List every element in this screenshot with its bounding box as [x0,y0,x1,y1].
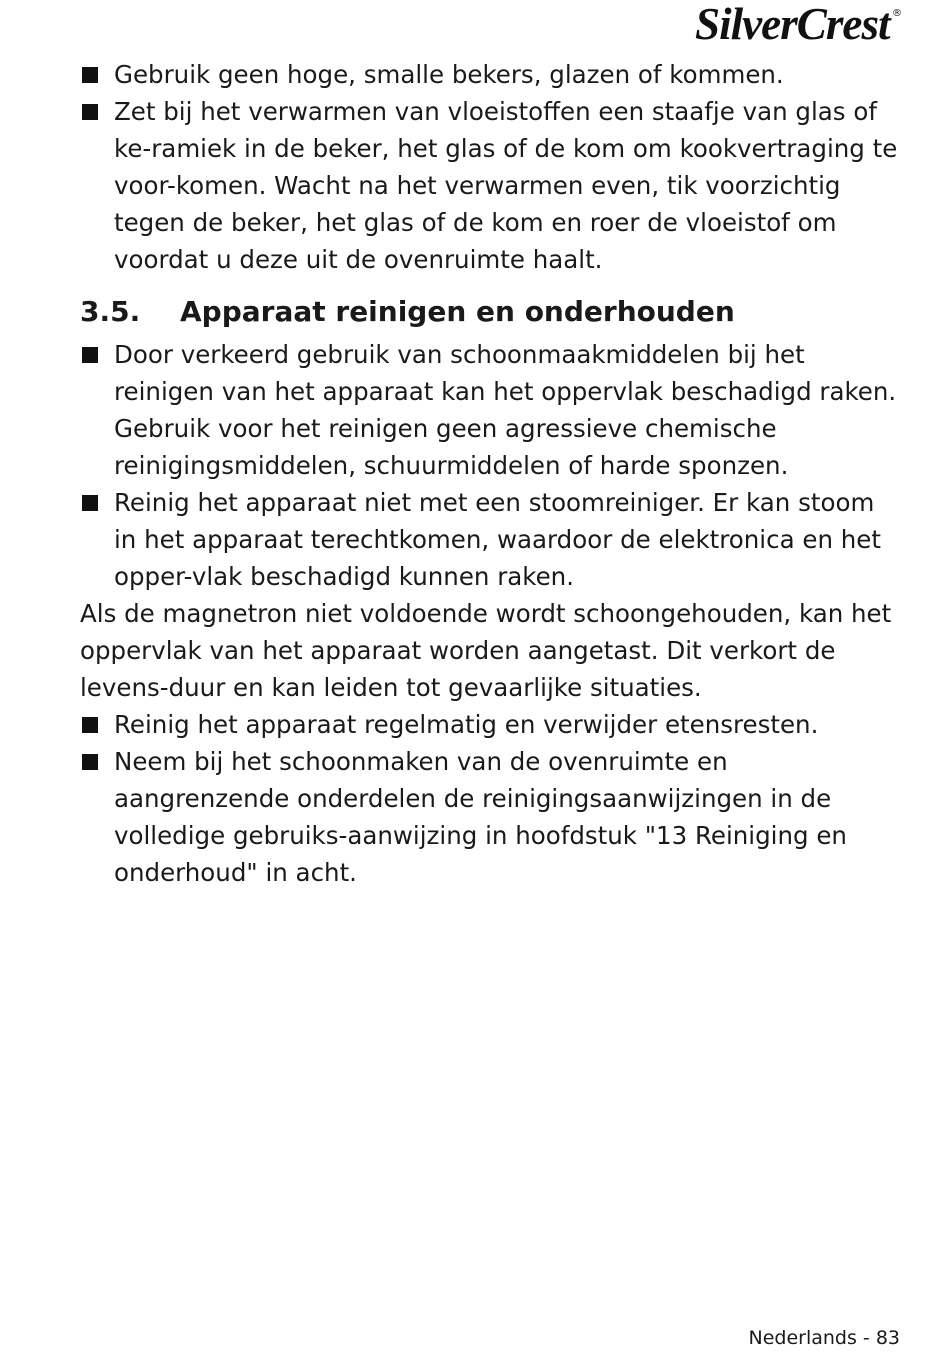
bullet-item [80,56,902,93]
square-bullet-icon [82,347,98,363]
bullet-text: Reinig het apparaat niet met een stoomreiniger. Er kan stoom in het apparaat terechtkomen, waardoor de elektronica en het opper-vlak beschadigd kunnen raken. [114,488,881,591]
brand-logo-text: SilverCrest [695,0,890,49]
square-bullet-icon [82,754,98,770]
body-paragraph: Als de magnetron niet voldoende wordt schoongehouden, kan het oppervlak van het apparaat worden aangetast. Dit verkort de levens-duur en kan leiden tot gevaarlijke situaties. [80,599,892,702]
page-content [80,56,902,891]
square-bullet-icon [82,104,98,120]
registered-mark: ® [892,8,902,19]
square-bullet-icon [82,717,98,733]
section-title: Apparaat reinigen en onderhouden [180,295,735,328]
brand-logo [691,0,902,49]
bullet-item [80,484,902,595]
bullet-item [80,93,902,278]
bullet-text: Neem bij het schoonmaken van de ovenruimte en aangrenzende onderdelen de reinigingsaanwijzingen in de volledige gebruiks-aanwijzing in hoofdstuk "13 Reiniging en onderhoud" in acht. [114,747,847,887]
bullet-text: Reinig het apparaat regelmatig en verwijder etensresten. [114,710,819,739]
square-bullet-icon [82,67,98,83]
bullet-item [80,743,902,891]
bullet-text: Zet bij het verwarmen van vloeistoffen een staafje van glas of ke-ramiek in de beker, het glas of de kom om kookvertraging te voor-komen. Wacht na het verwarmen even, tik voorzichtig tegen de beker, het glas of de kom en roer de vloeistof om voordat u deze uit de ovenruimte haalt. [114,97,898,274]
bullet-text: Door verkeerd gebruik van schoonmaakmiddelen bij het reinigen van het apparaat kan het oppervlak beschadigd raken. Gebruik voor het reinigen geen agressieve chemische reinigingsmiddelen, schuurmiddelen of harde sponzen. [114,340,897,480]
bullet-item [80,336,902,484]
square-bullet-icon [82,495,98,511]
section-number: 3.5. [80,295,141,328]
bullet-item [80,706,902,743]
section-heading [80,292,902,332]
page-footer: Nederlands - 83 [748,1327,900,1349]
bullet-text: Gebruik geen hoge, smalle bekers, glazen of kommen. [114,60,784,89]
